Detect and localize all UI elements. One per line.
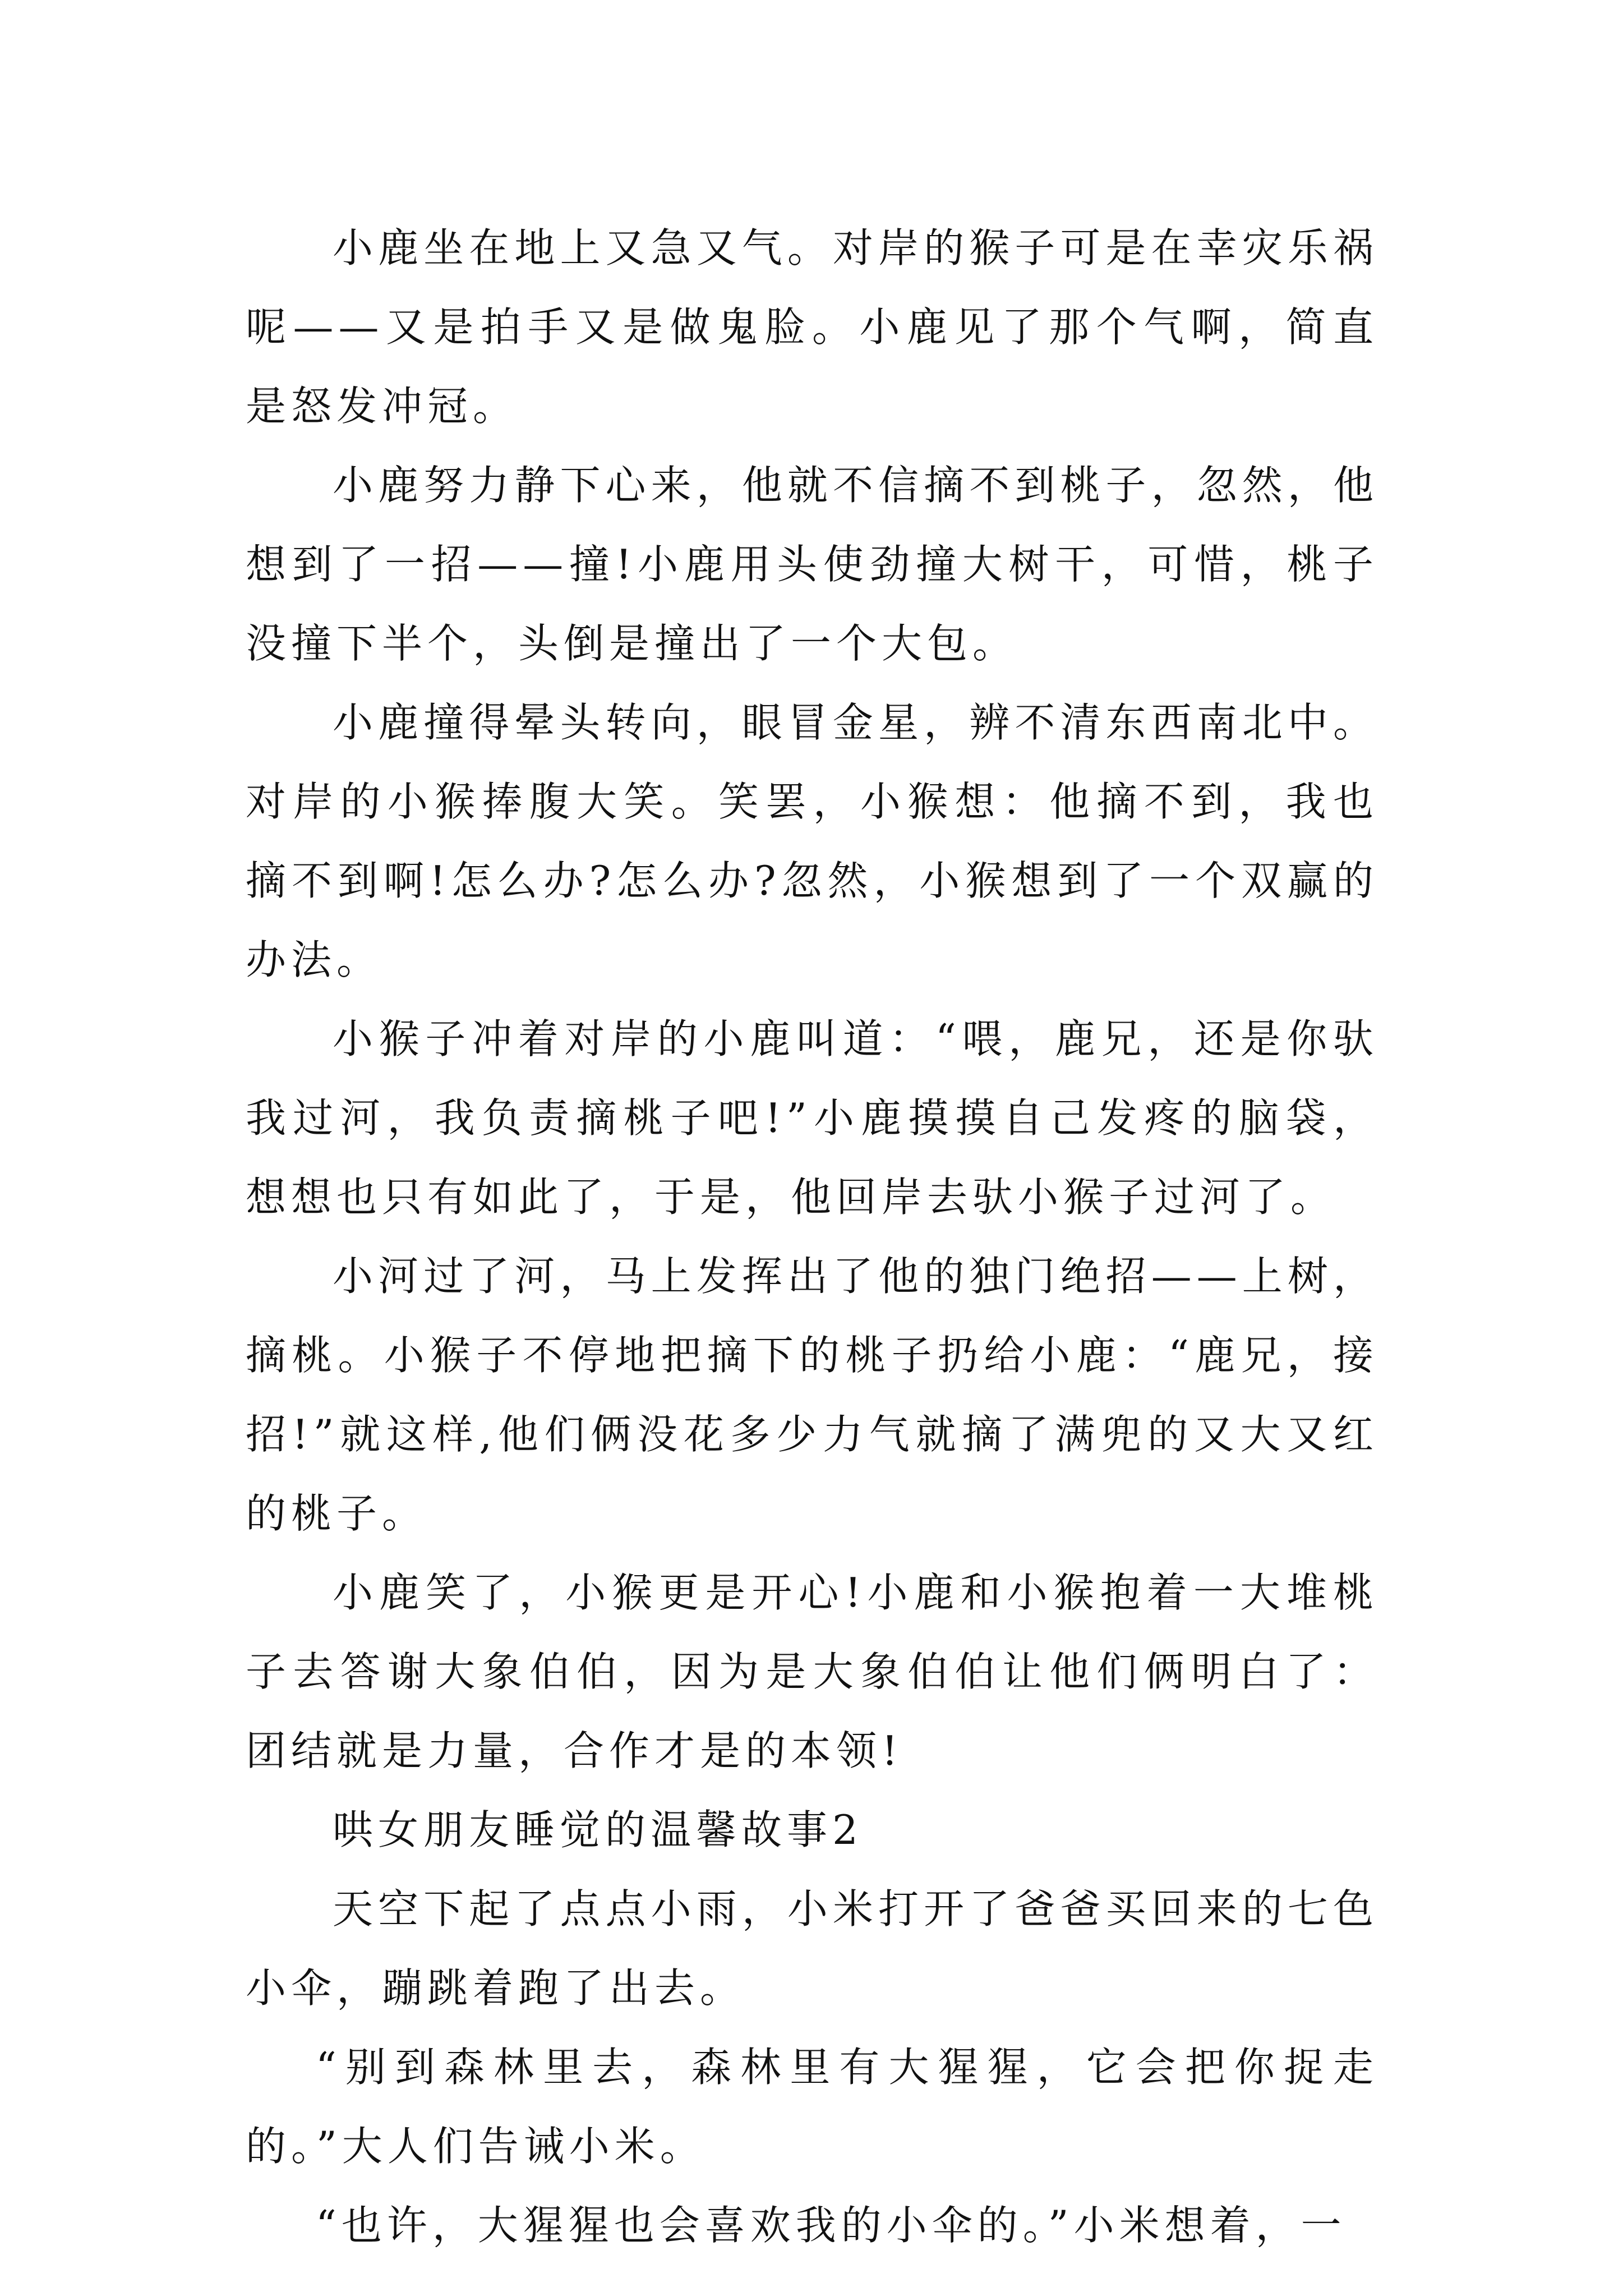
document-body [246, 209, 1378, 2265]
paragraph: “也许，大猩猩也会喜欢我的小伞的。”小米想着，一 [316, 2202, 1347, 2249]
paragraph: “别到森林里去，森林里有大猩猩，它会把你捉走的。”大人们告诫小米。 [246, 2044, 1378, 2170]
story-title: 哄女朋友睡觉的温馨故事2 [333, 1806, 863, 1853]
paragraph: 小河过了河，马上发挥出了他的独门绝招——上树，摘桃。小猴子不停地把摘下的桃子扔给小鹿：“鹿兄，接招!”就这样,他们俩没花多少力气就摘了满兜的又大又红的桃子。 [246, 1253, 1378, 1537]
paragraph: 小鹿努力静下心来，他就不信摘不到桃子，忽然，他想到了一招——撞!小鹿用头使劲撞大树干，可惜，桃子没撞下半个，头倒是撞出了一个大包。 [246, 462, 1378, 667]
paragraph: 小猴子冲着对岸的小鹿叫道：“喂，鹿兄，还是你驮我过河，我负责摘桃子吧!”小鹿摸摸自己发疼的脑袋，想想也只有如此了，于是，他回岸去驮小猴子过河了。 [246, 1015, 1378, 1221]
paragraph: 小鹿笑了，小猴更是开心!小鹿和小猴抱着一大堆桃子去答谢大象伯伯，因为是大象伯伯让他们俩明白了：团结就是力量，合作才是的本领! [246, 1569, 1378, 1774]
paragraph: 小鹿坐在地上又急又气。对岸的猴子可是在幸灾乐祸呢——又是拍手又是做鬼脸。小鹿见了那个气啊，简直是怒发冲冠。 [246, 224, 1378, 430]
paragraph: 小鹿撞得晕头转向，眼冒金星，辨不清东西南北中。对岸的小猴捧腹大笑。笑罢，小猴想：他摘不到，我也摘不到啊!怎么办?怎么办?忽然，小猴想到了一个双赢的办法。 [246, 699, 1378, 983]
paragraph: 天空下起了点点小雨，小米打开了爸爸买回来的七色小伞，蹦跳着跑了出去。 [246, 1885, 1378, 2012]
